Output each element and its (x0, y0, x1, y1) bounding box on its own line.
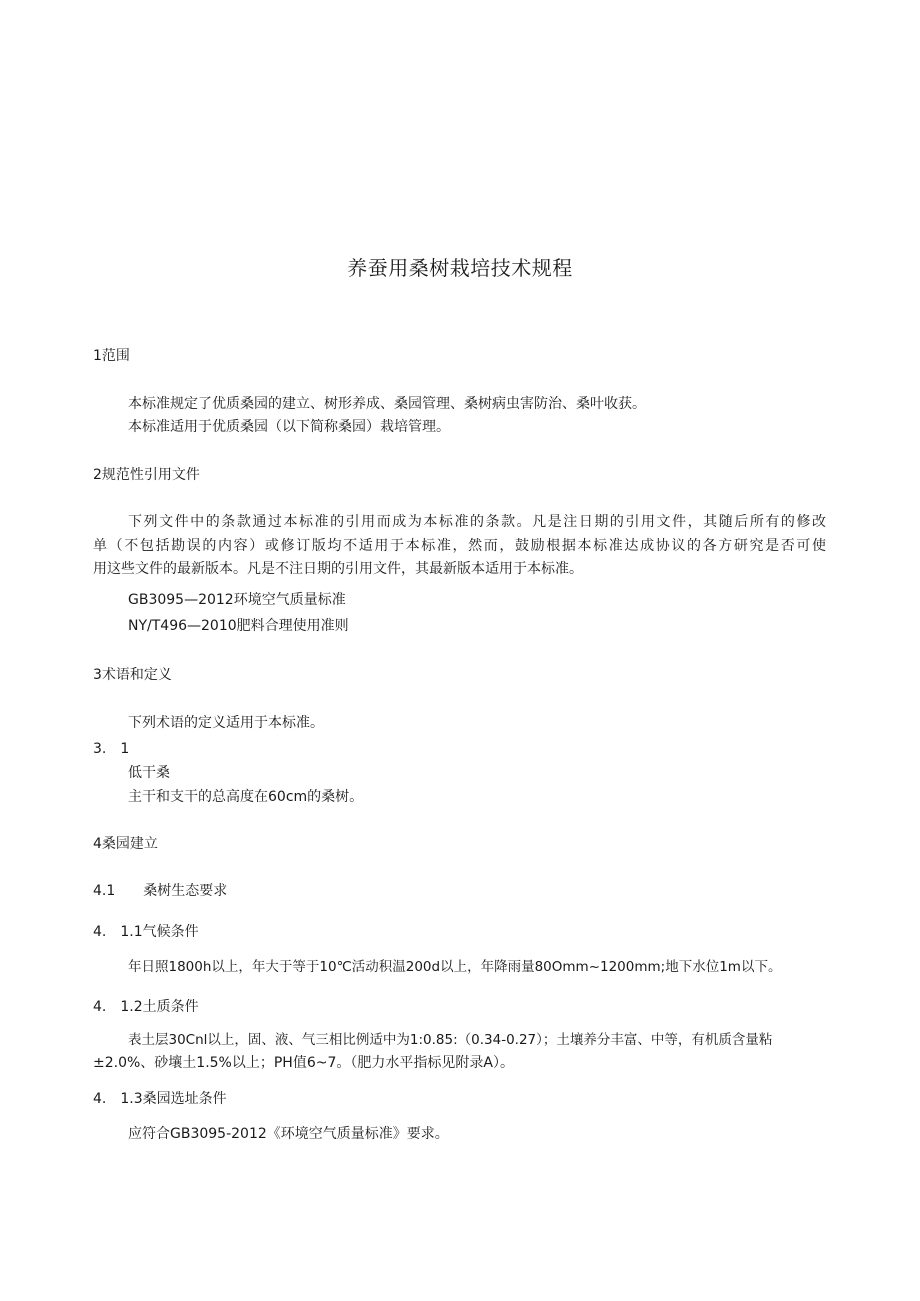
section-2-paragraph-line-1: 下列文件中的条款通过本标准的引用而成为本标准的条款。凡是注日期的引用文件，其随后所有的修改 (128, 514, 826, 530)
term-name: 低干桑 (128, 765, 170, 781)
subsection-4-1-3-heading: 4. 1.3桑园选址条件 (93, 1091, 227, 1107)
term-number: 3. 1 (93, 741, 130, 757)
subsection-4-1-1-paragraph: 年日照1800h以上，年大于等于10℃活动积温200d以上，年降雨量80Omm~1200mm;地下水位1m以下。 (128, 959, 782, 975)
section-3-paragraph-1: 下列术语的定义适用于本标准。 (128, 715, 324, 731)
section-3-heading: 3术语和定义 (93, 667, 172, 683)
section-2-paragraph-line-2: 单（不包括勘误的内容）或修订版均不适用于本标准，然而，鼓励根据本标准达成协议的各方研究是否可使 (93, 538, 826, 554)
reference-ny-t496: NY/T496—2010肥料合理使用准则 (128, 618, 349, 634)
reference-gb3095: GB3095—2012环境空气质量标准 (128, 592, 346, 608)
section-2-paragraph-line-3: 用这些文件的最新版本。凡是不注日期的引用文件，其最新版本适用于本标准。 (93, 561, 583, 577)
subsection-4-1-2-paragraph-line-1: 表土层30Cnl以上，固、液、气三相比例适中为1:0.85:（0.34-0.27）；土壤养分丰富、中等，有机质含量粘 (128, 1032, 773, 1048)
document-title: 养蚕用桑树栽培技术规程 (347, 256, 573, 280)
section-4-heading: 4桑园建立 (93, 836, 158, 852)
term-definition: 主干和支干的总高度在60cm的桑树。 (128, 789, 364, 805)
section-2-heading: 2规范性引用文件 (93, 467, 200, 483)
subsection-4-1-heading: 4.1 桑树生态要求 (93, 883, 228, 899)
section-1-paragraph-1: 本标准规定了优质桑园的建立、树形养成、桑园管理、桑树病虫害防治、桑叶收获。 (128, 396, 646, 412)
section-1-heading: 1范围 (93, 348, 130, 364)
subsection-4-1-2-heading: 4. 1.2土质条件 (93, 999, 199, 1015)
subsection-4-1-1-heading: 4. 1.1气候条件 (93, 924, 199, 940)
subsection-4-1-3-paragraph: 应符合GB3095-2012《环境空气质量标准》要求。 (128, 1126, 449, 1142)
section-1-paragraph-2: 本标准适用于优质桑园（以下简称桑园）栽培管理。 (128, 419, 450, 435)
subsection-4-1-2-paragraph-line-2: ±2.0%、砂壤土1.5%以上；PH值6~7。（肥力水平指标见附录A）。 (93, 1055, 514, 1071)
